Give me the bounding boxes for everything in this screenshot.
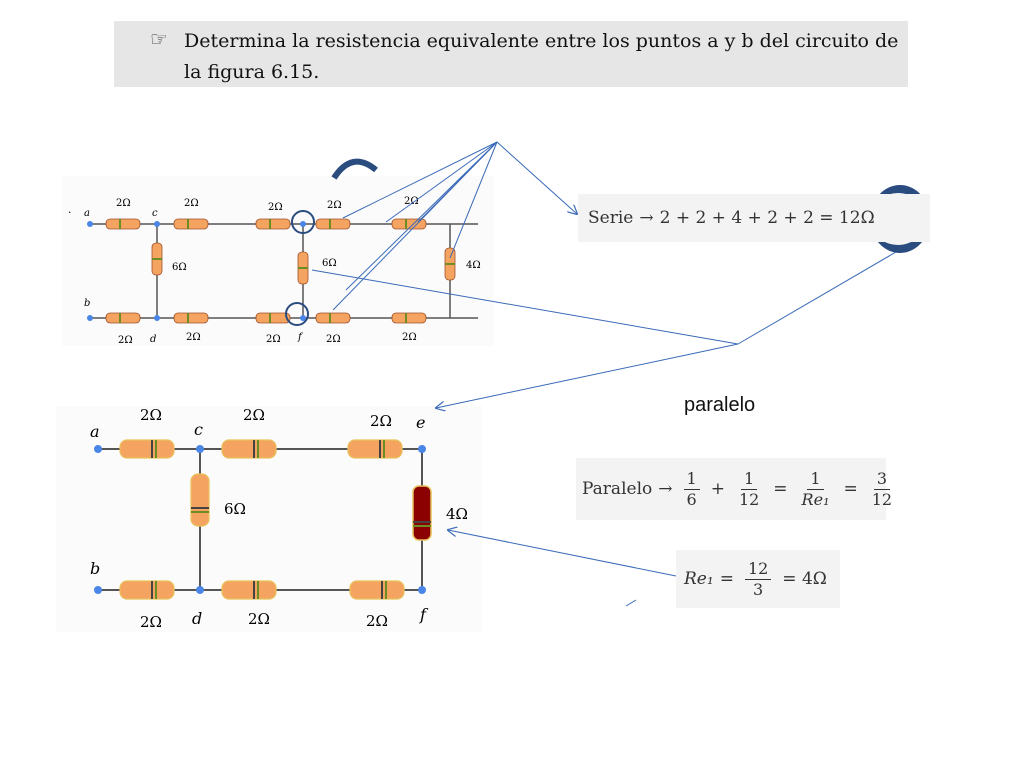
bottom-node-f: f <box>420 605 426 624</box>
serie-expression: 2 + 2 + 4 + 2 + 2 = 12Ω <box>659 208 875 228</box>
paralelo-label: Paralelo <box>582 479 653 499</box>
bottom-label-ac: 2Ω <box>140 406 162 424</box>
resistor-bottom-df <box>222 581 276 599</box>
fraction-12-3: $\frac{12}{3}$ <box>745 559 771 600</box>
serie-arrow: → <box>639 208 654 228</box>
top-label-d1: 2Ω <box>186 332 201 343</box>
resistor-top-ac <box>106 219 140 229</box>
resistor-top-f2 <box>392 313 426 323</box>
top-label-ef: 6Ω <box>322 258 337 269</box>
resistor-top-bd <box>106 313 140 323</box>
top-label-c2: 2Ω <box>268 202 283 213</box>
fraction-3-12: $\frac{3}{12}$ <box>871 468 893 509</box>
bottom-node-a: a <box>90 422 100 441</box>
resistor-bottom-bd <box>120 581 174 599</box>
top-label-bd: 2Ω <box>118 335 133 346</box>
bottom-label-ef: 4Ω <box>446 505 468 523</box>
bottom-node-b: b <box>90 559 101 578</box>
top-node-f: f <box>298 332 302 343</box>
resistor-bottom-f <box>350 581 404 599</box>
bottom-node-e: e <box>416 413 426 432</box>
resistor-top-f1 <box>316 313 350 323</box>
bottom-label-e: 2Ω <box>370 412 392 430</box>
top-label-cd: 6Ω <box>172 262 187 273</box>
bottom-label-df: 2Ω <box>248 610 270 628</box>
serie-label: Serie <box>588 208 634 228</box>
bottom-label-ce: 2Ω <box>243 406 265 424</box>
top-label-ac: 2Ω <box>116 198 131 209</box>
fraction-1-12: $\frac{1}{12}$ <box>738 468 760 509</box>
top-label-e2: 2Ω <box>404 196 419 207</box>
resistor-bottom-ce <box>222 440 276 458</box>
bottom-circuit <box>56 406 482 632</box>
top-label-right: 4Ω <box>466 260 481 271</box>
resistor-top-ef <box>298 252 308 284</box>
paralelo-word: paralelo <box>684 394 756 416</box>
top-label-c1: 2Ω <box>184 198 199 209</box>
re-lhs: Re₁ <box>684 569 714 589</box>
bottom-node-c: c <box>194 420 203 439</box>
top-label-d2: 2Ω <box>266 334 281 345</box>
resistor-top-d2 <box>256 313 290 323</box>
resistor-top-right <box>445 248 455 280</box>
bottom-label-f: 2Ω <box>366 612 388 630</box>
resistor-top-c2 <box>256 219 290 229</box>
problem-text: Determina la resistencia equivalente entre los puntos a y b del circuito de la figura 6.15. <box>184 30 899 83</box>
re-rhs: = 4Ω <box>782 569 827 589</box>
top-node-c: c <box>152 208 158 219</box>
curved-arrow-icon <box>334 162 376 178</box>
resistor-bottom-e <box>348 440 402 458</box>
top-label-e1: 2Ω <box>327 200 342 211</box>
bottom-node-d: d <box>192 609 203 628</box>
resistor-bottom-cd <box>191 474 209 526</box>
resistor-top-cd <box>152 243 162 275</box>
bottom-label-cd: 6Ω <box>224 500 246 518</box>
resistor-bottom-ac <box>120 440 174 458</box>
top-circuit <box>62 176 494 346</box>
resistor-top-e1 <box>316 219 350 229</box>
pointing-hand-icon: ☞ <box>150 27 168 51</box>
top-node-d: d <box>150 334 157 345</box>
top-node-a: a <box>84 208 90 219</box>
top-label-f2: 2Ω <box>402 332 417 343</box>
resistor-top-d1 <box>174 313 208 323</box>
resistor-top-c1 <box>174 219 208 229</box>
paralelo-arrow: → <box>658 479 673 499</box>
top-label-f1: 2Ω <box>326 334 341 345</box>
resistor-bottom-ef-red <box>413 486 431 540</box>
top-node-b: b <box>84 298 91 309</box>
serie-equation <box>578 194 930 242</box>
svg-text:·: · <box>68 206 72 219</box>
fraction-1-6: $\frac{1}{6}$ <box>684 469 700 510</box>
paralelo-equation: Paralelo → $\frac{1}{6}$ + $\frac{1}{12}$ = $\frac{1}{\text{Re₁}}$ = $\frac{3}{12}$ <box>576 458 886 520</box>
bottom-label-bd: 2Ω <box>140 613 162 631</box>
re-equation: Re₁ = $\frac{12}{3}$ = 4Ω <box>676 550 840 608</box>
fraction-1-re: $\frac{1}{\text{Re₁}}$ <box>801 468 830 509</box>
